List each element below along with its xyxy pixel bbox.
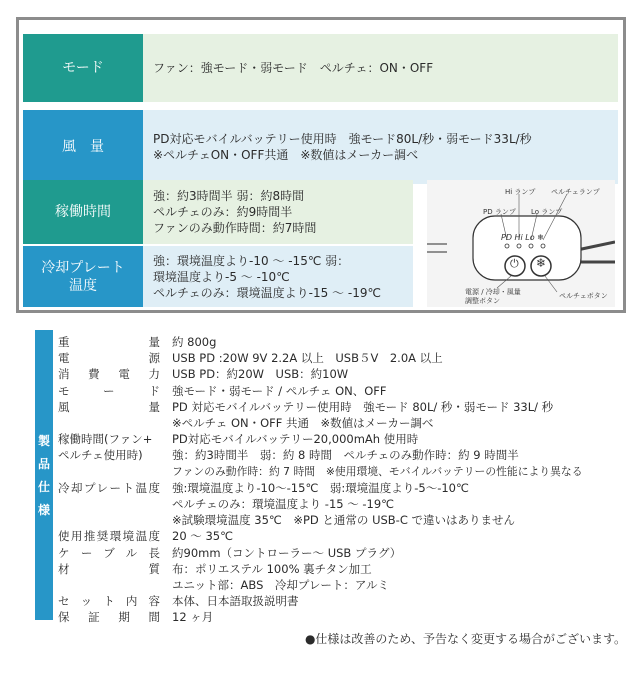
airflow-line-1: PD対応モバイルバッテリー使用時 強モード80L/秒・弱モード33L/秒 [153, 132, 532, 146]
spec-row-power [58, 350, 636, 366]
controller-illustration [427, 180, 615, 307]
cooling-line-1: 強：環境温度より-10 ～ -15℃ 弱： [153, 253, 350, 268]
spec-side-char-2: 品 [37, 457, 50, 471]
spec-key: 稼働時間(ファン+ [58, 432, 153, 447]
spec-key: 電 源 [58, 351, 160, 366]
spec-value: ※ペルチェ ON・OFF 共通 ※数値はメーカー調べ [172, 416, 434, 431]
spec-row-airflow-note [58, 415, 636, 431]
spec-key [58, 577, 168, 593]
spec-key: 風 量 [58, 399, 160, 414]
feature-row-cooling [23, 246, 413, 307]
spec-value: USB PD：約20W USB：約10W [172, 367, 349, 382]
mode-label: モード [23, 34, 143, 102]
spec-row-env-temp [58, 528, 636, 544]
spec-value: 約 800g [172, 335, 217, 349]
spec-key: モード [58, 383, 160, 398]
spec-key: ペルチェ使用時) [58, 448, 143, 463]
airflow-label: 風 量 [23, 110, 143, 184]
spec-value: USB PD :20W 9V 2.2A 以上 USB５V 2.0A 以上 [172, 351, 443, 366]
peltier-lamp-label: ペルチェランプ [551, 188, 600, 196]
mode-value: ファン：強モード・弱モード ペルチェ：ON・OFF [153, 61, 434, 75]
spec-value: 強:環境温度より-10～-15℃ 弱:環境温度より-5～-10℃ [172, 480, 469, 495]
feature-row-airflow [23, 110, 618, 184]
spec-value: ※試験環境温度 35℃ ※PD と通常の USB-C で違いはありません [172, 513, 516, 528]
cooling-line-3: ペルチェのみ：環境温度より-15 ～ -19℃ [153, 285, 381, 300]
spec-value: PD対応モバイルバッテリー20,000mAh 使用時 [172, 432, 419, 447]
spec-side-char-1: 製 [37, 434, 50, 448]
cooling-text [143, 246, 413, 307]
spec-key: 冷却プレート温度 [58, 480, 160, 495]
spec-value: ユニット部：ABS 冷却プレート：アルミ [172, 578, 389, 593]
cooling-label-line-2: 温度 [69, 277, 97, 294]
spec-note: ●仕様は改善のため、予告なく変更する場合がございます。 [304, 632, 626, 646]
spec-value: 布：ポリエステル 100% 裏チタン加工 [172, 561, 372, 576]
spec-key: 材 質 [58, 561, 160, 576]
mode-text [143, 34, 618, 102]
panel-label: PD Hi Lo ❄ [501, 233, 544, 242]
controller-diagram [427, 180, 615, 307]
pd-lamp-label: PD ランプ [483, 208, 516, 216]
spec-row-runtime-1 [58, 431, 636, 447]
spec-value: 約90mm（コントローラー～ USB プラグ） [172, 545, 402, 560]
cooling-label [23, 246, 143, 307]
spec-row-airflow [58, 399, 636, 415]
spec-row-cooling-3 [58, 512, 636, 528]
spec-value: 強モード・弱モード / ペルチェ ON、OFF [172, 383, 387, 398]
spec-row-cable [58, 545, 636, 561]
spec-value: ペルチェのみ：環境温度より -15 ～ -19℃ [172, 497, 395, 512]
spec-key [58, 464, 168, 480]
hi-lamp-label: Hi ランプ [505, 188, 536, 196]
spec-row-consumption [58, 366, 636, 382]
spec-value: ファンのみ動作時：約 7 時間 ※使用環境、モバイルバッテリーの性能により異なる [172, 464, 583, 478]
spec-row-weight [58, 334, 636, 350]
spec-row-warranty [58, 609, 636, 625]
feature-row-runtime [23, 180, 413, 244]
spec-value: PD 対応モバイルバッテリー使用時 強モード 80L/ 秒・弱モード 33L/ 秒 [172, 399, 554, 414]
spec-row-cooling-1 [58, 480, 636, 496]
cooling-label-line-1: 冷却プレート [41, 259, 125, 276]
spec-row-contents [58, 593, 636, 609]
spec-key [58, 512, 168, 528]
power-icon: ⏻ [510, 257, 519, 270]
power-button-label-2: 調整ボタン [465, 297, 500, 305]
spec-key: ケーブル長 [58, 545, 160, 560]
runtime-line-2: ペルチェのみ：約9時間半 [153, 205, 293, 219]
peltier-button-label: ペルチェボタン [559, 292, 608, 300]
spec-row-material-2 [58, 577, 636, 593]
spec-value: 12 ヶ月 [172, 610, 214, 625]
spec-row-cooling-2 [58, 496, 636, 512]
spec-key [58, 415, 168, 431]
feature-table [16, 17, 626, 313]
spec-row-mode [58, 383, 636, 399]
spec-side-label [35, 330, 53, 620]
spec-row-runtime-3 [58, 464, 636, 480]
spec-list [58, 334, 636, 626]
runtime-line-3: ファンのみ動作時間：約7時間 [153, 221, 317, 235]
cooling-line-2: 環境温度より-5 ～ -10℃ [153, 269, 290, 284]
snowflake-icon: ❄ [536, 256, 547, 270]
runtime-text [143, 180, 413, 244]
runtime-line-1: 強：約3時間半 弱：約8時間 [153, 189, 305, 203]
spec-key: セット内容 [58, 594, 160, 609]
feature-row-mode [23, 34, 618, 102]
runtime-label: 稼働時間 [23, 180, 143, 244]
spec-key: 消費電力 [58, 367, 160, 382]
spec-key: 使用推奨環境温度 [58, 529, 160, 544]
spec-value: 強：約3時間半 弱：約 8 時間 ペルチェのみ動作時：約 9 時間半 [172, 448, 519, 463]
spec-key: 重 量 [58, 335, 160, 349]
lo-lamp-label: Lo ランプ [531, 208, 563, 216]
power-button-label-1: 電源 / 冷却・風量 [465, 288, 521, 296]
spec-key: 保証期間 [58, 610, 160, 625]
spec-value: 20 ～ 35℃ [172, 529, 233, 544]
airflow-line-2: ※ペルチェON・OFF共通 ※数値はメーカー調べ [153, 148, 419, 162]
spec-row-material-1 [58, 561, 636, 577]
spec-side-char-3: 仕 [37, 480, 50, 494]
spec-value: 本体、日本語取扱説明書 [172, 594, 299, 609]
airflow-text [143, 110, 618, 184]
spec-key [58, 496, 168, 512]
spec-row-runtime-2 [58, 447, 636, 463]
spec-side-char-4: 様 [37, 503, 50, 517]
